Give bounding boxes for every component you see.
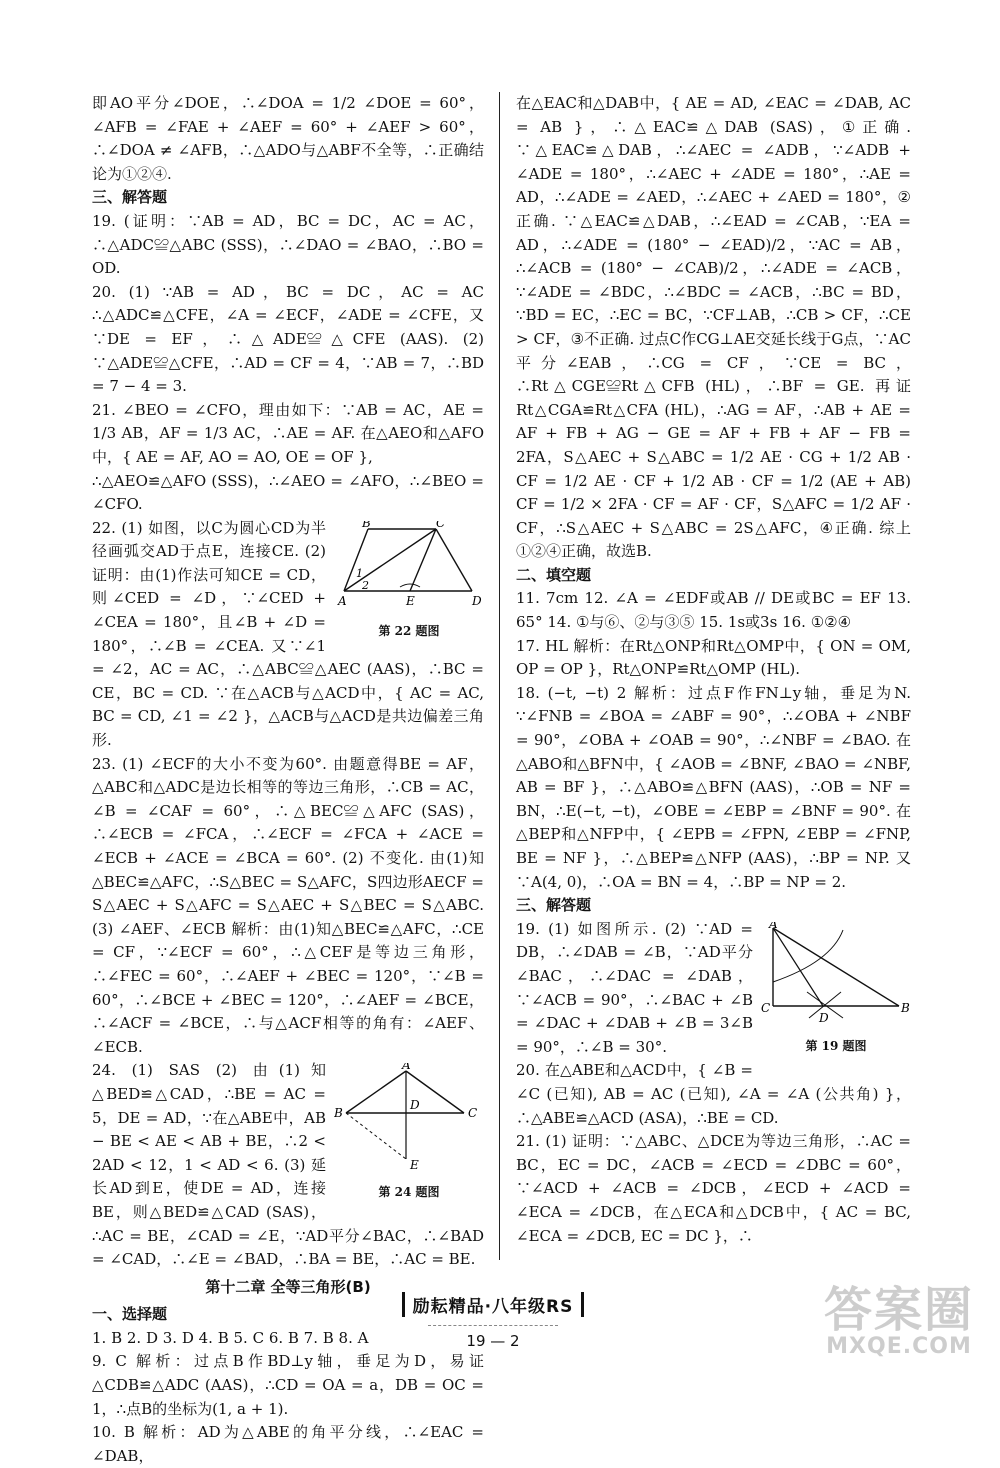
watermark-top: 答案圈 — [823, 1282, 974, 1338]
fig19-label-c: C — [761, 1000, 771, 1015]
figure-24 — [334, 1063, 484, 1204]
answer-10: 10. B 解析：AD为△ABE的角平分线，∴∠EAC = ∠DAB， — [92, 1423, 484, 1465]
fig22-label-c: C — [436, 520, 446, 530]
fig22-label-b: B — [362, 520, 371, 530]
answer-22: 22. (1) 如图，以C为圆心CD为半径画弧交AD于点E，连接CE. (2) 证明：由(1)作法可知CE = CD，则∠CED = ∠D，∵∠CED + ∠CEA = 180°，且∠B + ∠D = 180°，∴∠B = ∠CEA. 又∵∠1 = ∠2，AC = AC，∴△ABC≌△AEC (AAS)，∴BC = CE，BC = CD. ∵在△ACB与△ACD中，{ AC = AC, BC = CD, ∠1 = ∠2 }，△ACB与△ACD是共边偏差三角形. — [92, 518, 484, 750]
left-column — [92, 92, 484, 1468]
figure-24-caption: 第 24 题图 — [378, 1184, 440, 1199]
answer-19-right: 19. (1) 如图所示. (2) ∵AD = DB，∴∠DAB = ∠B，∵AD平分∠BAC，∴∠DAC = ∠DAB，∵∠ACB = 90°，∴∠BAC + ∠B = ∠DAC + ∠DAB + ∠B = 3∠B = 90°，∴∠B = 30°. — [516, 919, 753, 1056]
figure-22 — [334, 521, 484, 644]
fig22-label-a: A — [338, 593, 347, 608]
fig22-label-2: 2 — [362, 578, 369, 592]
answer-23: 23. (1) ∠ECF的大小不变为60°. 由题意得BE = AF，△ABC和△ADC是边长相等的等边三角形，∴CB = AC，∠B = ∠CAF = 60°，∴△BEC≌△AFC (SAS)，∴∠ECB = ∠FCA，∴∠ECF = ∠FCA + ∠ACE = ∠ECB + ∠ACE = ∠BCA = 60°. (2) 不变化. 由(1)知△BEC≌△AFC，∴S△BEC = S△AFC，S四边形AECF = S△AEC + S△AFC = S△AEC + S△BEC = S△ABC. (3) ∠AEF、∠ECB 解析：由(1)知△BEC≌△AFC，∴CE = CF，∵∠ECF = 60°，∴△CEF是等边三角形，∴∠FEC = 60°，∴∠AEF + ∠BEC = 120°，∵∠B = 60°，∴∠BCE + ∠BEC = 120°，∴∠AEF = ∠BCE，∴∠ACF = ∠BCE，∴与△ACF相等的角有：∠AEF、∠ECB. — [92, 754, 484, 1056]
fig22-label-e: E — [406, 593, 415, 608]
answer-17: 17. HL 解析：在Rt△ONP和Rt△OMP中，{ ON = OM, OP = OP }，Rt△ONP≌Rt△OMP (HL). — [516, 636, 911, 679]
page-footer — [398, 1292, 588, 1350]
figure-24-diagram — [334, 1063, 484, 1173]
figure-19-diagram — [761, 922, 911, 1028]
answer-20-right: 20. 在△ABE和△ACD中，{ ∠B = ∠C (已知), AB = AC (已知), ∠A = ∠A (公共角) }，∴△ABE≌△ACD (ASA)，∴BE = CD. — [516, 1061, 911, 1127]
fig22-label-1: 1 — [356, 566, 363, 580]
answer-10-continued: 在△EAC和△DAB中，{ AE = AD, ∠EAC = ∠DAB, AC = AB }，∴△EAC≌△DAB (SAS)，①正确. ∵△EAC≌△DAB，∴∠AEC = ∠ADB，∵∠ADB + ∠ADE = 180°，∴∠AEC + ∠ADE = 180°，∴AE = AD，∴∠ADE = ∠AED，∴∠AEC + ∠AED = 180°，②正确. ∵△EAC≌△DAB，∴∠EAD = ∠CAB，∵EA = AD，∴∠ADE = (180° − ∠EAD)/2，∵AC = AB，∴∠ACB = (180° − ∠CAB)/2，∴∠ADE = ∠ACB，∵∠ADE = ∠BDC，∴∠BDC = ∠ACB，∴BC = BD，∵BD = EC，∴EC = BC，∵CF⊥AB，∴CB > CF，∴CE > CF，③不正确. 过点C作CG⊥AE交延长线于G点，∵AC平分∠EAB，∴CG = CF，∵CE = BC，∴Rt△CGE≌Rt△CFB (HL)，∴BF = GE. 再证Rt△CGA≌Rt△CFA (HL)，∴AG = AF，∴AB + AE = AF + FB + AG − GE = AF + FB + AF − FB = 2FA，S△AEC + S△ABC = 1/2 AE · CG + 1/2 AB · CF = 1/2 AE · CF + 1/2 AB · CF = 1/2 (AE + AB) CF = 1/2 × 2FA · CF = AF · CF，S△AFC = 1/2 AF · CF，∴S△AEC + S△ABC = 2S△AFC，④正确. 综上①②④正确，故选B. — [516, 94, 911, 561]
fig19-label-a: A — [769, 921, 778, 931]
figure-22-diagram — [334, 521, 484, 613]
answer-24: 24. (1) SAS (2) 由(1)知△BED≌△CAD，∴BE = AC = 5，DE = AD，∵在△ABE中，AB − BE < AE < AB + BE，∴2 < 2AD < 12，1 < AD < 6. (3) 延长AD到E，使DE = AD，连接BE，则△BED≌△CAD (SAS)，∴AC = BE，∠CAD = ∠E，∵AD平分∠BAC，∴∠BAD = ∠CAD，∴∠E = ∠BAD，∴BA = BE，∴AC = BE. — [92, 1061, 484, 1269]
section-heading-1: 一、选择题 — [92, 1305, 168, 1324]
answer-18: 18. (−t, −t) 2 解析：过点F作FN⊥y轴，垂足为N. ∵∠FNB = ∠BOA = ∠ABF = 90°，∴∠OBA + ∠NBF = 90°，∠OBA + ∠OAB = 90°，∴∠NBF = ∠BAO. 在△ABO和△BFN中，{ ∠AOB = ∠BNF, ∠BAO = ∠NBF, AB = BF }，∴△ABO≌△BFN (AAS)，∴OB = NF = BN，∴E(−t, −t)，∠OBE = ∠EBP = ∠BNF = 90°. 在△BEP和△NFP中，{ ∠EPB = ∠FPN, ∠EBP = ∠FNP, BE = NF }，∴△BEP≌△NFP (AAS)，∴BP = NP. 又∵A(4, 0)，∴OA = BN = 4，∴BP = NP = 2. — [516, 683, 911, 891]
fig24-label-b: B — [334, 1106, 343, 1121]
fig24-label-a: A — [402, 1063, 411, 1073]
fig24-label-e: E — [410, 1158, 419, 1173]
answer-20: 20. (1) ∵AB = AD，BC = DC，AC = AC ∴△ADC≌△CFE，∠A = ∠ECF，∠ADE = ∠CFE，又∵DE = EF，∴△ADE≌△CFE (AAS). (2) ∵△ADE≌△CFE，∴AD = CF = 4，∵AB = 7，∴BD = 7 − 4 = 3. — [92, 282, 484, 396]
fig24-label-d: D — [410, 1098, 420, 1113]
figure-19 — [761, 922, 911, 1059]
fig22-label-d: D — [472, 593, 482, 608]
watermark — [814, 1282, 984, 1359]
fig19-label-d: D — [819, 1010, 829, 1025]
fig19-label-b: B — [901, 1000, 910, 1015]
fill-answers: 11. 7cm 12. ∠A = ∠EDF或AB // DE或BC = EF 13. 65° 14. ①与⑥、②与③⑤ 15. 1s或3s 16. ①②④ — [516, 589, 911, 632]
page-number: 19 — 2 — [428, 1325, 558, 1350]
answer-9: 9. C 解析：过点B作BD⊥y轴，垂足为D，易证△CDB≌△ADC (AAS)，∴CD = OA = a，DB = OC = 1，∴点B的坐标为(1, a + 1). — [92, 1352, 484, 1418]
column-divider — [499, 92, 500, 1260]
section-heading-3: 三、解答题 — [92, 188, 168, 207]
answer-19: 19. (证明：∵AB = AD，BC = DC，AC = AC，∴△ADC≌△ABC (SSS)，∴∠DAO = ∠BAO，∴BO = OD. — [92, 211, 484, 278]
watermark-bottom: MXQE.COM — [826, 1334, 972, 1359]
section-heading-2: 二、填空题 — [516, 565, 592, 584]
right-column — [516, 92, 911, 1248]
answer-21a: 21. ∠BEO = ∠CFO，理由如下：∵AB = AC，AE = 1/3 AB，AF = 1/3 AC，∴AE = AF. 在△AEO和△AFO中，{ AE = AF, AO = AO, OE = OF }, — [92, 400, 484, 466]
brand-label: 励耘精品·八年级RS — [402, 1292, 585, 1317]
answer-21-right: 21. (1) 证明：∵△ABC、△DCE为等边三角形，∴AC = BC，EC = DC，∠ACB = ∠ECD = ∠DBC = 60°，∵∠ACD + ∠ACB = ∠DCB，∠ECD + ∠ACD = ∠ECA = ∠DCB，在△ECA和△DCB中，{ AC = BC, ∠ECA = ∠DCB, EC = DC }，∴ — [516, 1132, 911, 1245]
figure-22-caption: 第 22 题图 — [378, 624, 440, 639]
figure-19-caption: 第 19 题图 — [805, 1039, 867, 1054]
section-heading-3-right: 三、解答题 — [516, 896, 592, 915]
chapter-title: 第十二章 全等三角形(B) — [205, 1277, 371, 1296]
fig24-label-c: C — [468, 1106, 478, 1121]
answer-21b: ∴△AEO≌△AFO (SSS)，∴∠AEO = ∠AFO，∴∠BEO = ∠CFO. — [92, 471, 484, 514]
paragraph-top: 即AO平分∠DOE，∴∠DOA = 1/2 ∠DOE = 60°，∠AFB = ∠FAE + ∠AEF = 60° + ∠AEF > 60°，∴∠DOA ≠ ∠AFB，∴△ADO与△ABF不全等，∴正确结论为①②④. — [92, 94, 484, 183]
choice-answers: 1. B 2. D 3. D 4. B 5. C 6. B 7. B 8. A — [92, 1328, 369, 1347]
